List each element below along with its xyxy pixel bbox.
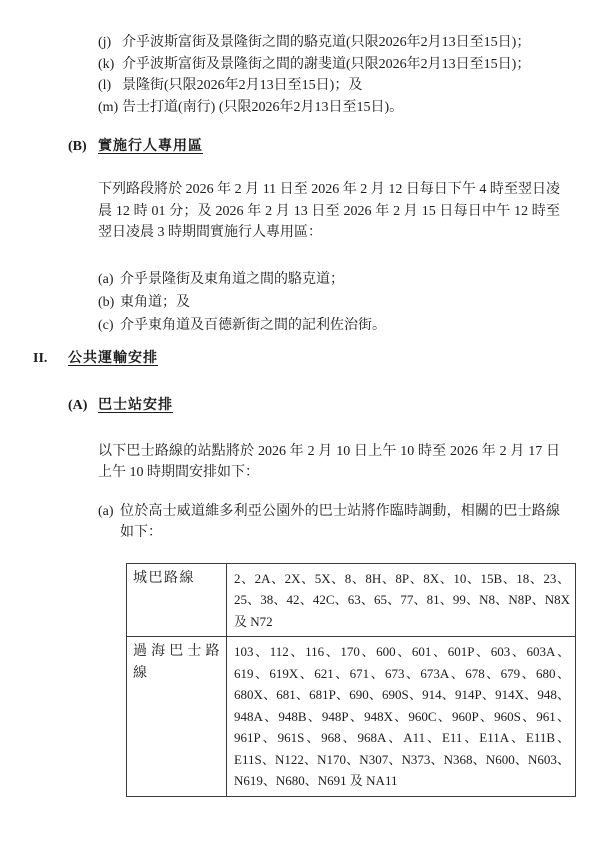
table-row [127, 563, 576, 637]
list-item-text: 東角道；及 [120, 294, 190, 310]
row-routes-cell: 2、2A、2X、5X、8、8H、8P、8X、10、15B、18、23、25、38、42、42C、63、65、77、81、99、N8、N8P、N8X 及 N72 [227, 563, 576, 637]
road-closure-list [98, 32, 560, 118]
list-item [98, 501, 560, 544]
list-item-text: 介乎東角道及百德新街之間的記利佐治街。 [120, 317, 386, 333]
bus-stop-item-block [98, 501, 560, 544]
list-item-text: 告士打道(南行) (只限2026年2月13日至15日)。 [122, 99, 404, 115]
row-routes-cell: 103、112、116、170、600、601、601P、603、603A、619、619X、621、671、673、673A、678、679、680、680X、681、681P、690、690S、914、914P、914X、948、948A、948B、948P、948X、960C、960P、960S、961、961P、961S、968、968A、A11、E11、E11A、E11B、E11S、N122、N170、N307、N373、N368、N600、N603、N619、N680、N691 及 NA11 [227, 637, 576, 797]
list-item-label: (k) [98, 56, 115, 72]
list-item-text: 介乎波斯富街及景隆街之間的駱克道(只限2026年2月13日至15日)； [122, 35, 531, 50]
list-item [98, 314, 560, 337]
list-item-label: (m) [98, 99, 119, 115]
list-item-label: (c) [98, 317, 114, 333]
part-ii-title: 公共運輸安排 [68, 350, 158, 366]
list-item-label: (b) [98, 294, 115, 310]
section-a-title: 巴士站安排 [98, 397, 173, 413]
list-item [98, 268, 560, 291]
part-ii-label: II. [33, 350, 48, 366]
list-item-text: 介乎景隆街及東角道之間的駱克道； [120, 271, 344, 287]
part-ii-heading [33, 348, 600, 370]
section-a-heading [68, 395, 600, 417]
list-item-label: (l) [98, 78, 112, 93]
table-row [127, 637, 576, 797]
section-a-label: (A) [68, 397, 88, 413]
list-item-text: 景隆街(只限2026年2月13日至15日)；及 [122, 78, 363, 93]
section-a-paragraph: 以下巴士路線的站點將於 2026 年 2 月 10 日上午 10 時至 2026 年 2 月 17 日上午 10 時期間安排如下： [98, 443, 560, 480]
row-header-cell: 過海巴士路線 [127, 637, 227, 797]
list-item-text: 位於高士威道維多利亞公園外的巴士站將作臨時調動，相關的巴士路線如下： [120, 503, 560, 540]
section-b-paragraph: 下列路段將於 2026 年 2 月 11 日至 2026 年 2 月 12 日每日下午 4 時至翌日凌晨 12 時 01 分；及 2026 年 2 月 13 日至 2026 年 2 月 15 日每日中午 12 時至翌日凌晨 3 時期間實施行人專用區： [98, 182, 560, 240]
list-item [98, 97, 560, 119]
section-b-title: 實施行人專用區 [98, 139, 203, 154]
section-b-heading [68, 136, 600, 158]
list-item [98, 291, 560, 314]
section-b-label: (B) [68, 139, 87, 154]
list-item-label: (j) [98, 35, 112, 50]
pedestrian-zone-list [98, 268, 560, 337]
list-item [98, 54, 560, 76]
list-item [98, 75, 560, 97]
row-header-cell: 城巴路線 [127, 563, 227, 637]
list-item [98, 32, 560, 54]
list-item-text: 介乎波斯富街及景隆街之間的謝斐道(只限2026年2月13日至15日)； [122, 56, 531, 72]
list-item-label: (a) [98, 503, 114, 519]
bus-routes-table [126, 563, 576, 797]
list-item-label: (a) [98, 271, 114, 287]
